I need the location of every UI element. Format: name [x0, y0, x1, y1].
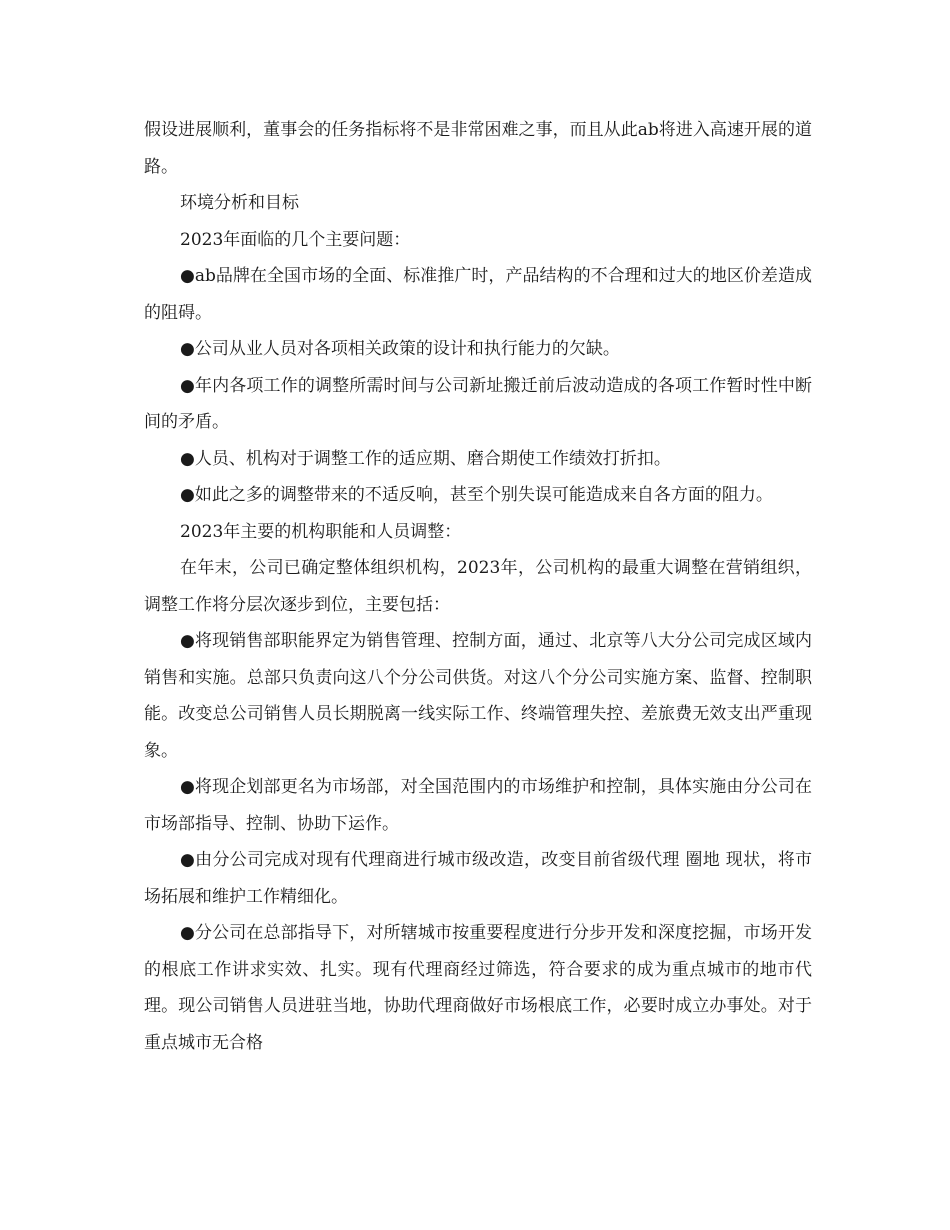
bullet-item: ●由分公司完成对现有代理商进行城市级改造，改变目前省级代理 圈地 现状，将市场拓展和维护工作精细化。: [144, 850, 812, 907]
bullet-item: ●年内各项工作的调整所需时间与公司新址搬迁前后波动造成的各项工作暂时性中断间的矛盾。: [144, 375, 812, 432]
bullet-item: ●ab品牌在全国市场的全面、标准推广时，产品结构的不合理和过大的地区价差造成的阻碍。: [144, 266, 812, 323]
bullet-item: ●将现销售部职能界定为销售管理、控制方面，通过、北京等八大分公司完成区域内销售和实施。总部只负责向这八个分公司供货。对这八个分公司实施方案、监督、控制职能。改变总公司销售人员长期脱离一线实际工作、终端管理失控、差旅费无效支出严重现象。: [144, 631, 812, 761]
subheading-main-problems: 2023年面临的几个主要问题：: [180, 229, 411, 250]
bullet-item: ●分公司在总部指导下，对所辖城市按重要程度进行分步开发和深度挖掘，市场开发的根底工作讲求实效、扎实。现有代理商经过筛选，符合要求的成为重点城市的地市代理。现公司销售人员进驻当地，协助代理商做好市场根底工作，必要时成立办事处。对于重点城市无合格: [144, 923, 812, 1053]
paragraph-continuation: 假设进展顺利，董事会的任务指标将不是非常困难之事，而且从此ab将进入高速开展的道路。: [144, 120, 812, 177]
bullet-item: ●公司从业人员对各项相关政策的设计和执行能力的欠缺。: [180, 339, 620, 359]
subheading-org-adjustments: 2023年主要的机构职能和人员调整：: [180, 521, 462, 542]
section-heading-environment: 环境分析和目标: [180, 193, 299, 213]
paragraph-body: 在年末，公司已确定整体组织机构，2023年，公司机构的最重大调整在营销组织，调整工作将分层次逐步到位，主要包括：: [144, 558, 812, 615]
bullet-item: ●将现企划部更名为市场部，对全国范围内的市场维护和控制，具体实施由分公司在市场部指导、控制、协助下运作。: [144, 777, 812, 834]
document-page: [144, 112, 812, 1061]
bullet-item: ●人员、机构对于调整工作的适应期、磨合期使工作绩效打折扣。: [180, 448, 671, 469]
bullet-item: ●如此之多的调整带来的不适反响，甚至个别失误可能造成来自各方面的阻力。: [180, 485, 773, 505]
